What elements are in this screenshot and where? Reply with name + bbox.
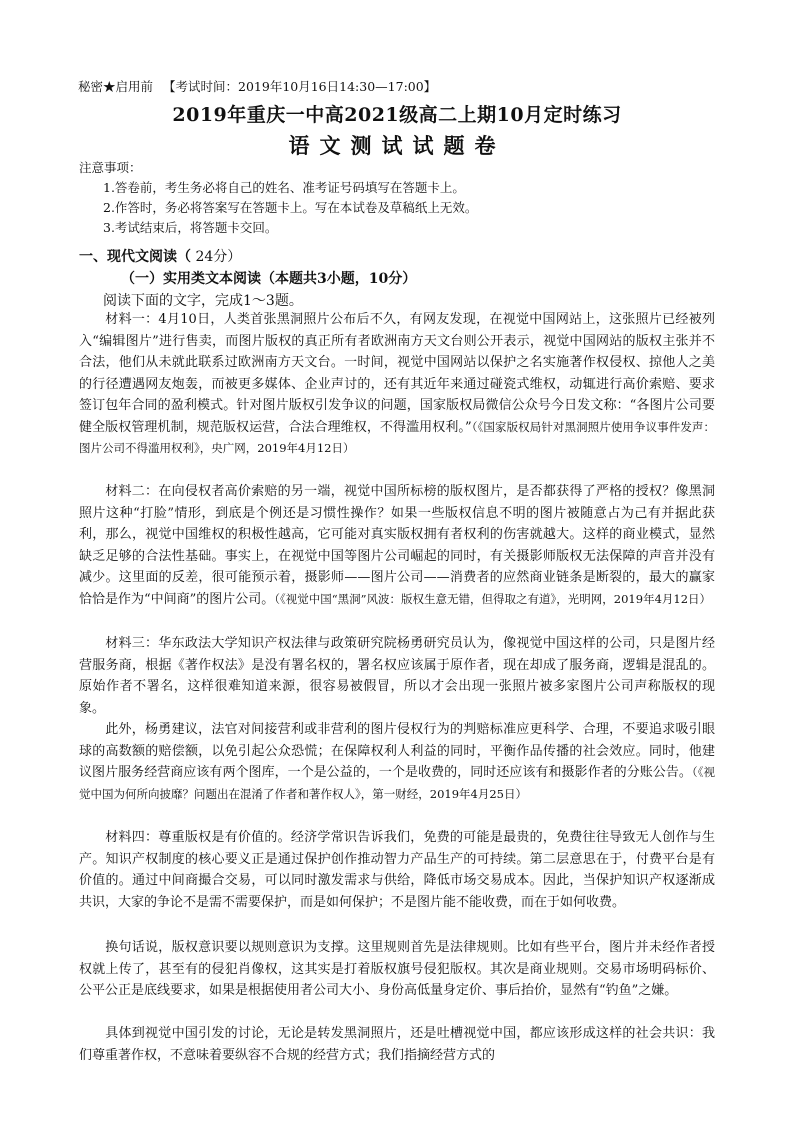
paper-title: 语文测试试题卷 — [288, 133, 506, 158]
header-line — [78, 77, 436, 95]
notes-heading: 注意事项： — [79, 160, 142, 175]
exam-title: 2019年重庆一中高2021级高二上期10月定时练习 — [172, 104, 622, 126]
material-one-text: 材料一：4月10日，人类首张黑洞照片公布后不久，有网友发现，在视觉中国网站上，这张照片已经被列入“编辑图片”进行售卖，而图片版权的真正所有者欧洲南方天文台则公开表示，视觉中国网站的版权主张并不合法，他们从未就此联系过欧洲南方天文台。一时间，视觉中国网站以保护之名实施著作权侵权、掠他人之美的行径遭遇网友炮轰，而被更多媒体、企业声讨的，还有其近年来通过碰瓷式维权，动辄进行高价索赔、要求签订包年合同的盈利模式。针对图片版权引发争议的问题，国家版权局微信公众号今日发文称：“各图片公司要健全版权管理机制，规范版权运营，合法合理维权，不得滥用权利。” — [79, 312, 715, 435]
material-three-paragraph — [79, 719, 715, 805]
reading-instruction: 阅读下面的文字，完成1～3题。 — [103, 293, 303, 309]
material-three-p2: 此外，杨勇建议，法官对间接营利或非营利的图片侵权行为的判赔标准应更科学、合理，不要追求吸引眼球的高数额的赔偿额，以免引起公众恐慌；在保障权利人利益的同时，平衡作品传播的社会效应。同时，他建议图片服务经营商应该有两个图库，一个是公益的，一个是收费的，同时还应该有和摄影作者的分账公告。 — [79, 722, 715, 780]
exam-time: 【考试时间：2019年10月16日14:30—17:00】 — [163, 79, 437, 94]
material-three — [79, 633, 715, 719]
section-title: 一、现代文阅读（ — [79, 249, 191, 265]
material-one — [79, 309, 715, 460]
material-two-text: 材料二：在向侵权者高价索赔的另一端，视觉中国所标榜的版权图片，是否都获得了严格的授权？像黑洞照片这种“打脸”情形，到底是个例还是习惯性操作？如果一些版权信息不明的图片被随意占为己有并据此获利，那么，视觉中国维权的积极性越高，它可能对真实版权拥有者权利的伤害就越大。这样的商业模式，显然缺乏足够的合法性基础。事实上，在视觉中国等图片公司崛起的同时，有关摄影师版权无法保障的声音并没有减少。这里面的反差，很可能预示着，摄影师——图片公司——消费者的应然商业链条是断裂的，最大的赢家恰恰是作为“中间商”的图片公司。 — [79, 484, 715, 607]
material-three-text: 材料三：华东政法大学知识产权法律与政策研究院杨勇研究员认为，像视觉中国这样的公司，只是图片经营服务商，根据《著作权法》是没有署名权的，署名权应该属于原作者，现在却成了服务商，逻辑是混乱的。原始作者不署名，这样很难知道来源，很容易被假冒，所以才会出现一张照片被多家图片公司声称版权的现象。 — [79, 636, 715, 716]
section-heading — [79, 246, 241, 266]
subsection-heading: （一）实用类文本阅读（本题共3小题，10分） — [121, 271, 417, 287]
material-three-source: （《视觉中国为何所向披靡？问题出在混淆了作者和著作权人》，第一财经，2019年4月25日） — [79, 765, 715, 801]
note-item: 2.作答时，务必将答案写在答题卡上。写在本试卷及草稿纸上无效。 — [103, 200, 478, 215]
material-four-paragraph-3 — [79, 1023, 715, 1066]
material-four — [79, 827, 715, 913]
material-four-paragraph-2 — [79, 937, 715, 1002]
material-four-p2: 换句话说，版权意识要以规则意识为支撑。这里规则首先是法律规则。比如有些平台，图片并未经作者授权就上传了，甚至有的侵犯肖像权，这其实是打着版权旗号侵犯版权。其次是商业规则。交易市场明码标价、公平公正是底线要求，如果是根据使用者公司大小、身份高低量身定价、事后抬价，显然有“钓鱼”之嫌。 — [79, 940, 715, 998]
note-item: 1.答卷前，考生务必将自己的姓名、准考证号码填写在答题卡上。 — [103, 180, 465, 195]
section-points: 24分） — [191, 249, 242, 265]
material-four-text: 材料四：尊重版权是有价值的。经济学常识告诉我们，免费的可能是最贵的，免费往往导致无人创作与生产。知识产权制度的核心要义正是通过保护创作推动智力产品生产的可持续。第二层意思在于，付费平台是有价值的。通过中间商撮合交易，可以同时激发需求与供给，降低市场交易成本。因此，当保护知识产权逐渐成共识，大家的争论不是需不需要保护，而是如何保护；不是图片能不能收费，而在于如何收费。 — [79, 830, 715, 910]
secret-label: 秘密★启用前 — [78, 79, 154, 94]
material-two — [79, 481, 715, 610]
note-item: 3.考试结束后，将答题卡交回。 — [103, 220, 278, 235]
material-one-source: （《国家版权局针对黑洞照片使用争议事件发声：图片公司不得滥用权利》，央广网，2019年4月12日） — [79, 419, 715, 455]
material-two-source: （《视觉中国“黑洞”风波：版权生意无错，但得取之有道》，光明网，2019年4月12日） — [274, 591, 712, 606]
material-four-p3: 具体到视觉中国引发的讨论，无论是转发黑洞照片，还是吐槽视觉中国，都应该形成这样的社会共识：我们尊重著作权，不意味着要纵容不合规的经营方式；我们指摘经营方式的 — [79, 1026, 715, 1063]
